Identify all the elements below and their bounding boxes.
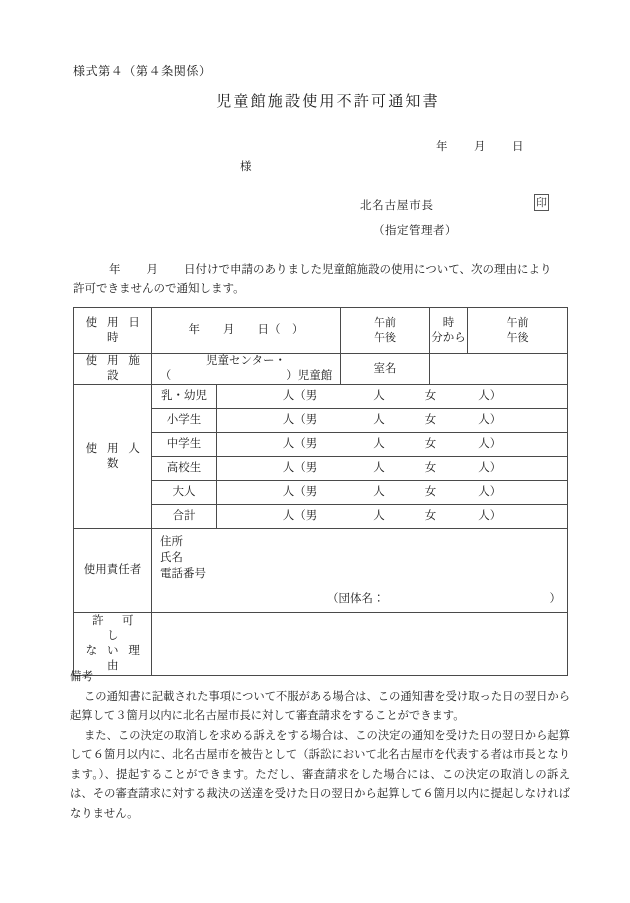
count-female-unit: 人） <box>478 438 502 450</box>
denial-reason-label-line1: 許 可 し <box>92 615 152 642</box>
label-attendance: 使 用 人 数 <box>74 385 152 529</box>
count-male-unit: 人 <box>373 462 385 474</box>
intro-body: 日付けで申請のありました児童館施設の使用について、次の理由により <box>184 264 552 276</box>
document-title: 児童館施設使用不許可通知書 <box>216 94 440 110</box>
label-denial-reason <box>74 613 152 676</box>
responsible-name-label: 氏名 <box>160 552 183 564</box>
issue-date-day: 日 <box>512 141 524 153</box>
count-female-label: 女 <box>424 438 437 450</box>
addressee-suffix: 様 <box>240 161 252 173</box>
table-row-attendance-1 <box>74 385 568 409</box>
attendance-category: 中学生 <box>152 433 217 457</box>
count-female-label: 女 <box>424 486 437 498</box>
count-female-unit: 人） <box>478 510 502 522</box>
table-row-facility <box>74 354 568 385</box>
field-ampm-start[interactable] <box>341 308 430 354</box>
count-total-unit: 人 <box>282 486 295 498</box>
group-name-label: （団体名： <box>327 593 385 605</box>
count-female-label: 女 <box>424 462 437 474</box>
count-male-unit: 人 <box>373 414 385 426</box>
table-row-responsible <box>74 529 568 613</box>
ampm-end-pm: 午後 <box>506 331 529 344</box>
form-number: 様式第４（第４条関係） <box>73 64 212 78</box>
count-male-open: （男 <box>294 414 318 426</box>
count-female-label: 女 <box>424 390 437 402</box>
attendance-category: 乳・幼児 <box>152 385 217 409</box>
count-male-unit: 人 <box>373 486 385 498</box>
remarks-paragraph-1: この通知書に記載された事項について不服がある場合は、この通知書を受け取った日の翌日から起算して３箇月以内に北名古屋市長に対して審査請求をすることができます。 <box>70 690 570 722</box>
count-male-open: （男 <box>294 438 318 450</box>
usage-detail-table <box>73 307 568 676</box>
field-responsible-person[interactable] <box>152 529 568 613</box>
attendance-counts[interactable] <box>217 481 568 505</box>
field-ampm-end[interactable] <box>468 308 568 354</box>
intro-paragraph <box>73 261 568 299</box>
group-name-close: ） <box>549 593 561 605</box>
count-female-unit: 人） <box>478 462 502 474</box>
intro-closing: 許可できませんので通知します。 <box>73 283 245 295</box>
field-time-from[interactable]: 時 分から <box>430 308 468 354</box>
count-male-open: （男 <box>294 462 318 474</box>
remarks-label: 備考 <box>70 671 94 683</box>
ampm-end-am: 午前 <box>506 316 529 329</box>
responsible-address-label: 住所 <box>160 536 183 548</box>
label-responsible-person: 使用責任者 <box>74 529 152 613</box>
issuer-name: 北名古屋市長 <box>360 200 434 212</box>
attendance-counts[interactable] <box>217 385 568 409</box>
intro-year: 年 <box>109 264 121 276</box>
issue-date-month: 月 <box>474 141 486 153</box>
count-male-open: （男 <box>294 390 318 402</box>
table-row-reason <box>74 613 568 676</box>
seal-icon: 印 <box>534 194 549 211</box>
count-male-unit: 人 <box>373 510 385 522</box>
table-row-datetime <box>74 308 568 354</box>
field-room-name[interactable] <box>430 354 568 385</box>
count-female-label: 女 <box>424 510 437 522</box>
count-male-open: （男 <box>294 486 318 498</box>
remarks-paragraph-2: また、この決定の取消しを求める訴えをする場合は、この決定の通知を受けた日の翌日から起算して６箇月以内に、北名古屋市を被告として（訴訟において北名古屋市を代表する者は市長となります。）、提起することができます。ただし、審査請求をした場合には、この決定の取消しの訴えは、その審査請求に対する裁決の送達を受けた日の翌日から起算して６箇月以内に提起しなければなりません。 <box>70 729 570 820</box>
label-usage-datetime: 使 用 日 時 <box>74 308 152 354</box>
attendance-counts[interactable] <box>217 505 568 529</box>
ampm-start-am: 午前 <box>374 316 396 329</box>
count-total-unit: 人 <box>282 438 295 450</box>
count-male-unit: 人 <box>373 438 385 450</box>
field-denial-reason[interactable] <box>152 613 568 676</box>
attendance-category: 合計 <box>152 505 217 529</box>
count-total-unit: 人 <box>282 462 295 474</box>
count-female-label: 女 <box>424 414 437 426</box>
count-male-unit: 人 <box>373 390 385 402</box>
remarks-section <box>70 668 570 824</box>
label-room-name: 室名 <box>341 354 430 385</box>
attendance-counts[interactable] <box>217 457 568 481</box>
count-total-unit: 人 <box>282 510 295 522</box>
label-usage-facility: 使 用 施 設 <box>74 354 152 385</box>
denial-reason-label-line2: な い 理 由 <box>85 645 144 672</box>
intro-month: 月 <box>146 264 158 276</box>
group-name-line <box>327 592 561 607</box>
ampm-start-pm: 午後 <box>374 331 396 344</box>
issue-date-year: 年 <box>436 141 448 153</box>
count-female-unit: 人） <box>478 414 502 426</box>
count-total-unit: 人 <box>282 390 295 402</box>
count-female-unit: 人） <box>478 486 502 498</box>
responsible-phone-label: 電話番号 <box>160 568 206 580</box>
count-female-unit: 人） <box>478 390 502 402</box>
attendance-category: 高校生 <box>152 457 217 481</box>
field-facility-name[interactable]: 児童センター・（ ）児童館 <box>152 354 341 385</box>
attendance-counts[interactable] <box>217 433 568 457</box>
field-usage-date[interactable]: 年 月 日（ ） <box>152 308 341 354</box>
attendance-category: 大人 <box>152 481 217 505</box>
attendance-category: 小学生 <box>152 409 217 433</box>
attendance-counts[interactable] <box>217 409 568 433</box>
count-male-open: （男 <box>294 510 318 522</box>
issue-date-line <box>436 138 524 154</box>
issuer-subtitle: （指定管理者） <box>373 225 457 237</box>
count-total-unit: 人 <box>282 414 295 426</box>
